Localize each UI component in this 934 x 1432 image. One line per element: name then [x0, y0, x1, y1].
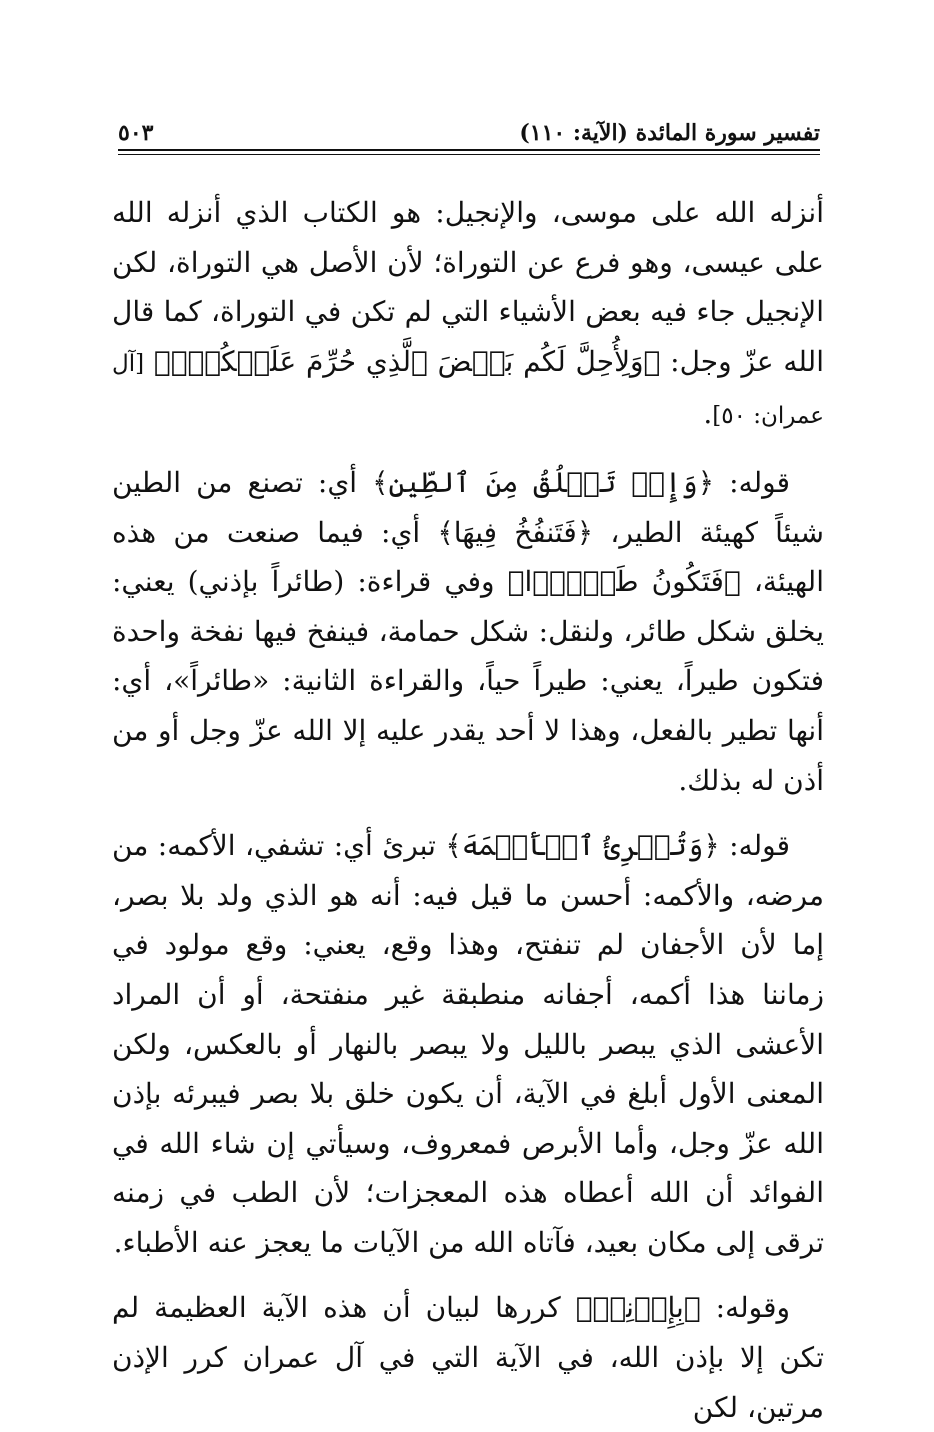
page-header	[118, 112, 820, 146]
header-rule-thin	[118, 154, 820, 155]
page-body	[112, 188, 824, 1432]
quran-verse: ﴿وَتُبۡرِئُ ٱلۡأَكۡمَهَ﴾	[445, 829, 720, 863]
text-segment: تبرئ أي: تشفي، الأكمه: من مرضه، والأكمه: أحسن ما قيل فيه: أنه هو الذي ولد بلا بصر، إما لأن الأجفان لم تنفتح، وهذا وقع، يعني: وقع مولود في زماننا هذا أكمه، أجفانه منطبقة غير منفتحة، أو أن المراد الأعشى الذي يبصر بالليل ولا يبصر بالنهار أو بالعكس، ولكن المعنى الأول أبلغ في الآية، أن يكون خلق بلا بصر فيبرئه بإذن الله عزّ وجل، وأما الأبرص فمعروف، وسيأتي إن شاء الله في الفوائد أن الله أعطاه هذه المعجزات؛ لأن الطب في زمنه ترقى إلى مكان بعيد، فآتاه الله من الآيات ما يعجز عنه الأطباء.	[112, 829, 825, 1259]
quran-verse: ﴿وَلِأُحِلَّ لَكُم بَعۡضَ ٱلَّذِي حُرِّمَ عَلَيۡكُمۡۚ﴾	[153, 344, 661, 378]
text-segment: أي: تصنع من الطين شيئاً كهيئة الطير،	[112, 465, 824, 549]
page-number: ٥٠٣	[118, 120, 154, 146]
running-title: تفسير سورة المائدة (الآية: ١١٠)	[519, 120, 820, 146]
text-segment: كررها لبيان أن هذه الآية العظيمة لم تكن إلا بإذن الله، في الآية التي في آل عمران كرر الإذن مرتين، لكن	[112, 1291, 824, 1424]
paragraph-1	[112, 188, 824, 442]
text-segment: وقوله:	[700, 1291, 790, 1325]
quran-verse: ﴿فَتَنفُخُ فِيهَا﴾	[437, 515, 594, 549]
text-segment: قوله:	[719, 829, 791, 863]
text-segment: أنزله الله على موسى، والإنجيل: هو الكتاب الذي أنزله الله على عيسى، وهو فرع عن التوراة؛ لأن الأصل هي التوراة، لكن الإنجيل جاء فيه بعض الأشياء التي لم تكن في التوراة، كما قال الله عزّ وجل:	[112, 196, 824, 378]
paragraph-2	[112, 458, 824, 805]
paragraph-3	[112, 821, 824, 1267]
header-rule-thick	[118, 149, 820, 151]
quran-verse: ﴿فَتَكُونُ طَيۡرَۢا﴾	[507, 565, 741, 599]
text-segment: وفي قراءة: (طائراً بإذني) يعني: يخلق شكل طائر، ولنقل: شكل حمامة، فينفخ فيها نفخة واحدة فتكون طيراً، يعني: طيراً حياً، والقراءة الثانية: «طائراً»، أي: أنها تطير بالفعل، وهذا لا أحد يقدر عليه إلا الله عزّ وجل أو من أذن له بذلك.	[112, 565, 824, 797]
quran-verse: ﴿بِإِذۡنِيۖ﴾	[575, 1291, 701, 1325]
verse-citation: [آل عمران: ٥٠]	[112, 350, 824, 430]
text-segment: .	[703, 397, 713, 431]
quran-verse: ﴿وَإِذۡ تَخۡلُقُ مِنَ ٱلطِّينِ﴾	[372, 465, 715, 499]
text-segment	[144, 345, 154, 378]
text-segment: قوله:	[714, 465, 790, 499]
text-segment: أي: فيما صنعت من هذه الهيئة،	[112, 515, 824, 599]
